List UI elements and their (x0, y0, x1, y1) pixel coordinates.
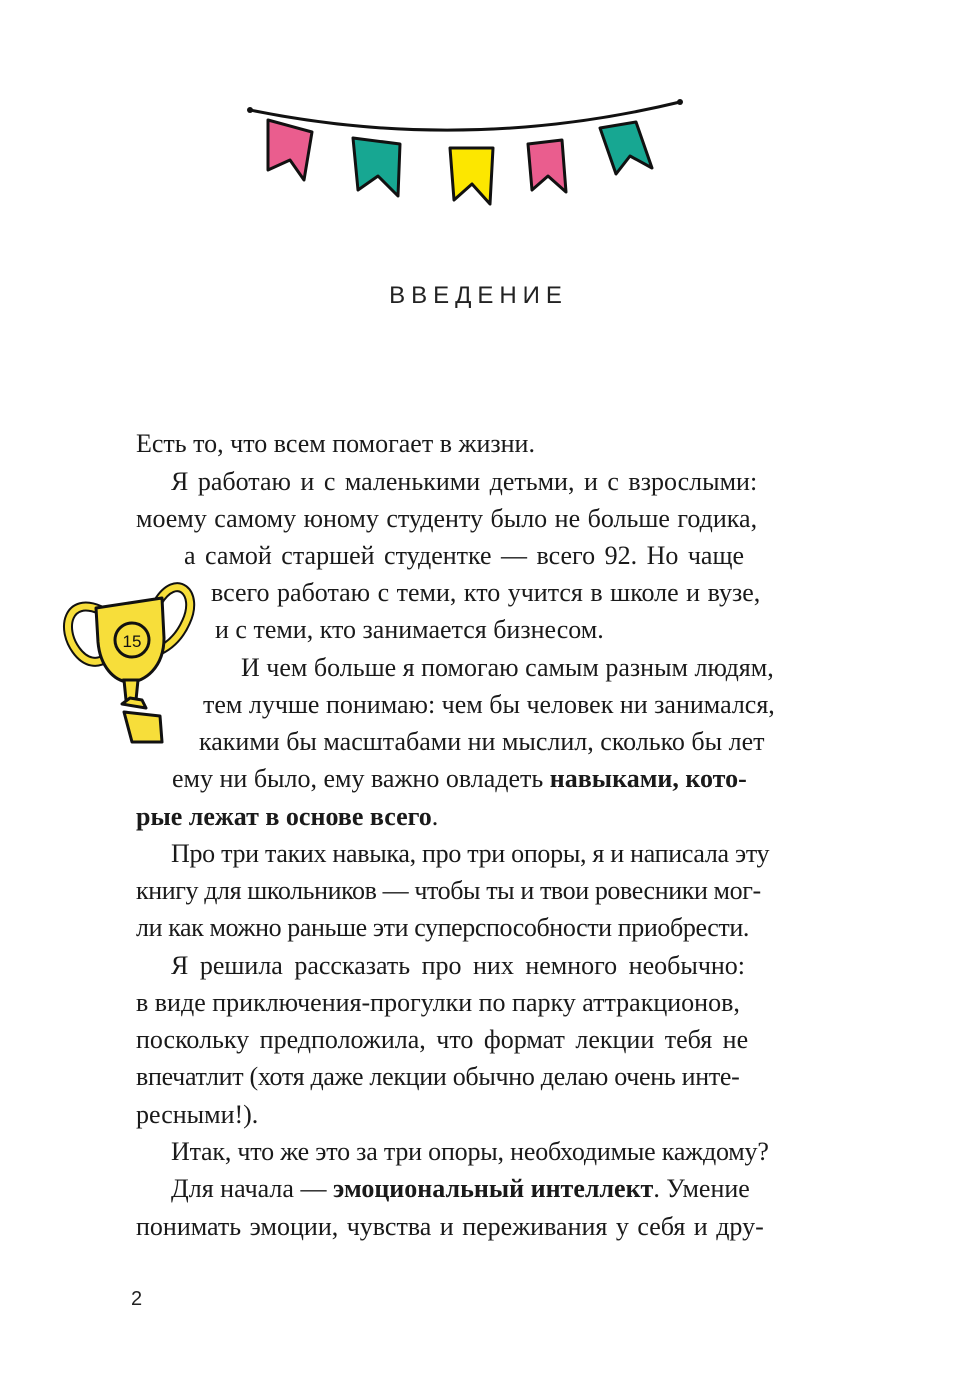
page-number: 2 (131, 1288, 143, 1310)
garland-illustration (240, 92, 690, 217)
text-line: ресными!). (136, 1100, 259, 1129)
text-line: Я работаю и с маленькими детьми, и с взрослыми: (171, 467, 758, 496)
text-line: рые лежат в основе всего. (136, 802, 439, 831)
text-line: Про три таких навыка, про три опоры, я и написала эту (171, 839, 770, 868)
trophy-icon (58, 568, 208, 748)
text-line: ему ни было, ему важно овладеть навыками, кото- (172, 764, 747, 793)
text-line: Для начала — эмоциональный интеллект. Умение (171, 1174, 750, 1203)
text-line: моему самому юному студенту было не больше годика, (136, 504, 758, 533)
text-line: а самой старшей студентке — всего 92. Но чаще (184, 541, 745, 570)
text-line: в виде приключения-прогулки по парку аттракционов, (136, 988, 740, 1017)
text-line: Я решила рассказать про них немного необычно: (171, 951, 746, 980)
pink-flag-2 (528, 140, 566, 192)
text-line: книгу для школьников — чтобы ты и твои ровесники мог- (136, 876, 761, 905)
text-line: и с теми, кто занимается бизнесом. (215, 615, 604, 644)
text-line: ли как можно раньше эти суперспособности приобрести. (136, 913, 749, 942)
text-line: всего работаю с теми, кто учится в школе и вузе, (211, 578, 761, 607)
text-line: какими бы масштабами ни мыслил, сколько бы лет (199, 727, 765, 756)
text-line: Итак, что же это за три опоры, необходимые каждому? (171, 1137, 769, 1166)
text-line: И чем больше я помогаю самым разным людям, (241, 653, 774, 682)
teal-flag-2 (600, 122, 652, 174)
text-line: тем лучше понимаю: чем бы человек ни занимался, (203, 690, 775, 719)
trophy-number: 15 (122, 632, 142, 651)
text-line: поскольку предположила, что формат лекции тебя не (136, 1025, 749, 1054)
pink-flag-1 (268, 120, 312, 180)
yellow-flag (450, 148, 493, 204)
chapter-heading: ВВЕДЕНИЕ (389, 282, 568, 309)
text-line: понимать эмоции, чувства и переживания у себя и дру- (136, 1212, 764, 1241)
text-line: Есть то, что всем помогает в жизни. (136, 429, 535, 458)
text-line: впечатлит (хотя даже лекции обычно делаю очень инте- (136, 1062, 740, 1091)
teal-flag-1 (353, 138, 400, 196)
